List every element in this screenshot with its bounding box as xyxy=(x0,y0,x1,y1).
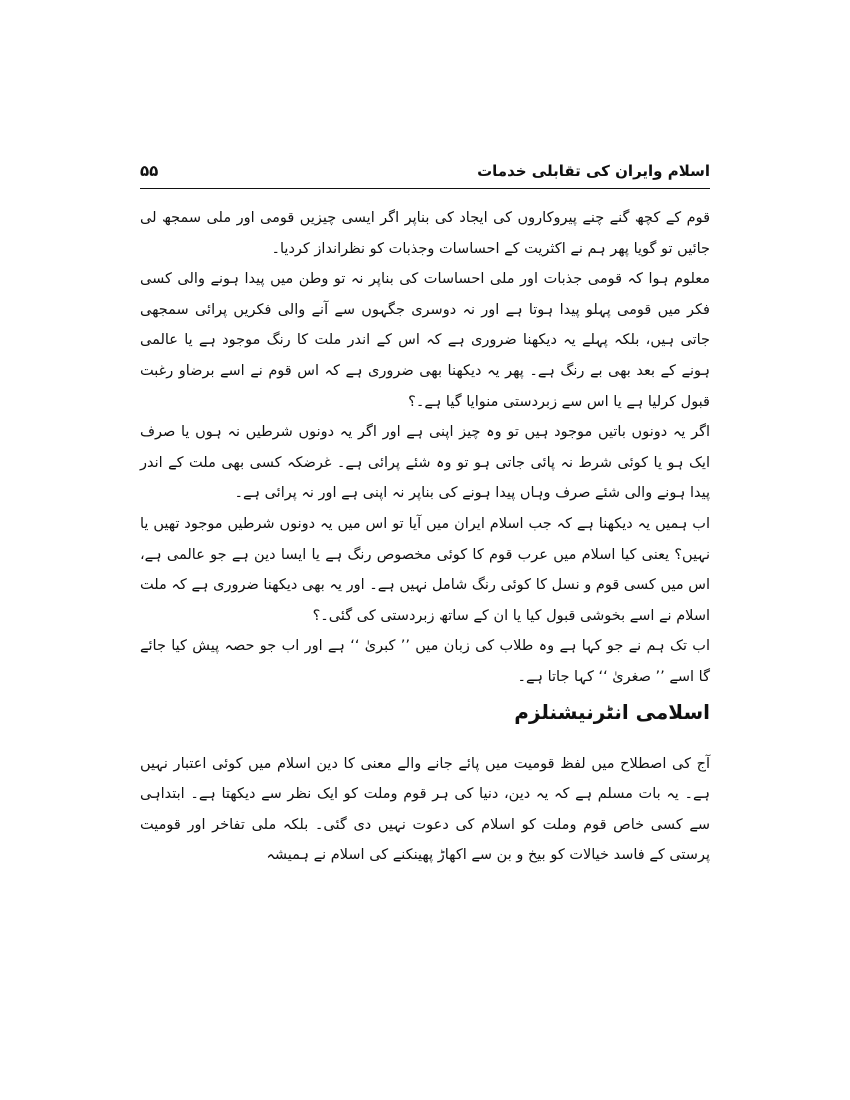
paragraph-2: معلوم ہوا کہ قومی جذبات اور ملی احساسات کی بناپر نہ تو وطن میں پیدا ہونے والی کسی فکر میں قومی پہلو پیدا ہوتا ہے اور نہ دوسری جگہوں سے آنے والی فکریں پرائی سمجھی جاتی ہیں، بلکہ پہلے یہ دیکھنا ضروری ہے کہ اس کے اندر ملت کا رنگ موجود ہے یا عالمی ہونے کے بعد بھی بے رنگ ہے۔ پھر یہ دیکھنا بھی ضروری ہے کہ اس قوم نے اسے برضاو رغبت قبول کرلیا ہے یا اس سے زبردستی منوایا گیا ہے۔؟ xyxy=(140,271,710,410)
running-header xyxy=(140,160,710,186)
section-heading: اسلامی انٹرنیشنلزم xyxy=(514,699,710,724)
body-text xyxy=(140,203,710,871)
header-divider xyxy=(140,188,710,189)
paragraph-3: اگر یہ دونوں باتیں موجود ہیں تو وہ چیز اپنی ہے اور اگر یہ دونوں شرطیں نہ ہوں یا صرف ایک ہو یا کوئی شرط نہ پائی جاتی ہو تو وہ شئے پرائی ہے۔ غرضکہ کسی بھی ملت کے اندر پیدا ہونے والی شئے صرف وہاں پیدا ہونے کی بناپر نہ اپنی ہے اور نہ پرائی ہے۔ xyxy=(140,424,710,502)
paragraph-4: اب ہمیں یہ دیکھنا ہے کہ جب اسلام ایران میں آیا تو اس میں یہ دونوں شرطیں موجود تھیں یا نہیں؟ یعنی کیا اسلام میں عرب قوم کا کوئی مخصوص رنگ ہے یا ایسا دین ہے جو عالمی ہے، اس میں کسی قوم و نسل کا کوئی رنگ شامل نہیں ہے۔ اور یہ بھی دیکھنا ضروری ہے کہ ملت اسلام نے اسے بخوشی قبول کیا یا ان کے ساتھ زبردستی کی گئی۔؟ xyxy=(140,515,710,624)
running-header-title: اسلام وایران کی تقابلی خدمات xyxy=(477,162,710,180)
paragraph-5: اب تک ہم نے جو کہا ہے وہ طلاب کی زبان میں ’’ کبریٰ ‘‘ ہے اور اب جو حصہ پیش کیا جائے گا اسے ’’ صغریٰ ‘‘ کہا جاتا ہے۔ xyxy=(140,638,710,685)
paragraph-6: آج کی اصطلاح میں لفظ قومیت میں پائے جانے والے معنی کا دین اسلام میں کوئی اعتبار نہیں ہے۔ یہ بات مسلم ہے کہ یہ دین، دنیا کی ہر قوم وملت کو ایک نظر سے دیکھتا ہے۔ ابتداہی سے کسی خاص قوم وملت کو اسلام کی دعوت نہیں دی گئی۔ بلکہ ملی تفاخر اور قومیت پرستی کے فاسد خیالات کو بیخ و بن سے اکھاڑ پھینکنے کی اسلام نے ہمیشہ xyxy=(140,755,710,864)
page-number: ۵۵ xyxy=(140,162,159,180)
paragraph-1: قوم کے کچھ گنے چنے پیروکاروں کی ایجاد کی بناپر اگر ایسی چیزیں قومی اور ملی سمجھ لی جائیں تو گویا پھر ہم نے اکثریت کے احساسات وجذبات کو نظرانداز کردیا۔ xyxy=(140,210,710,257)
